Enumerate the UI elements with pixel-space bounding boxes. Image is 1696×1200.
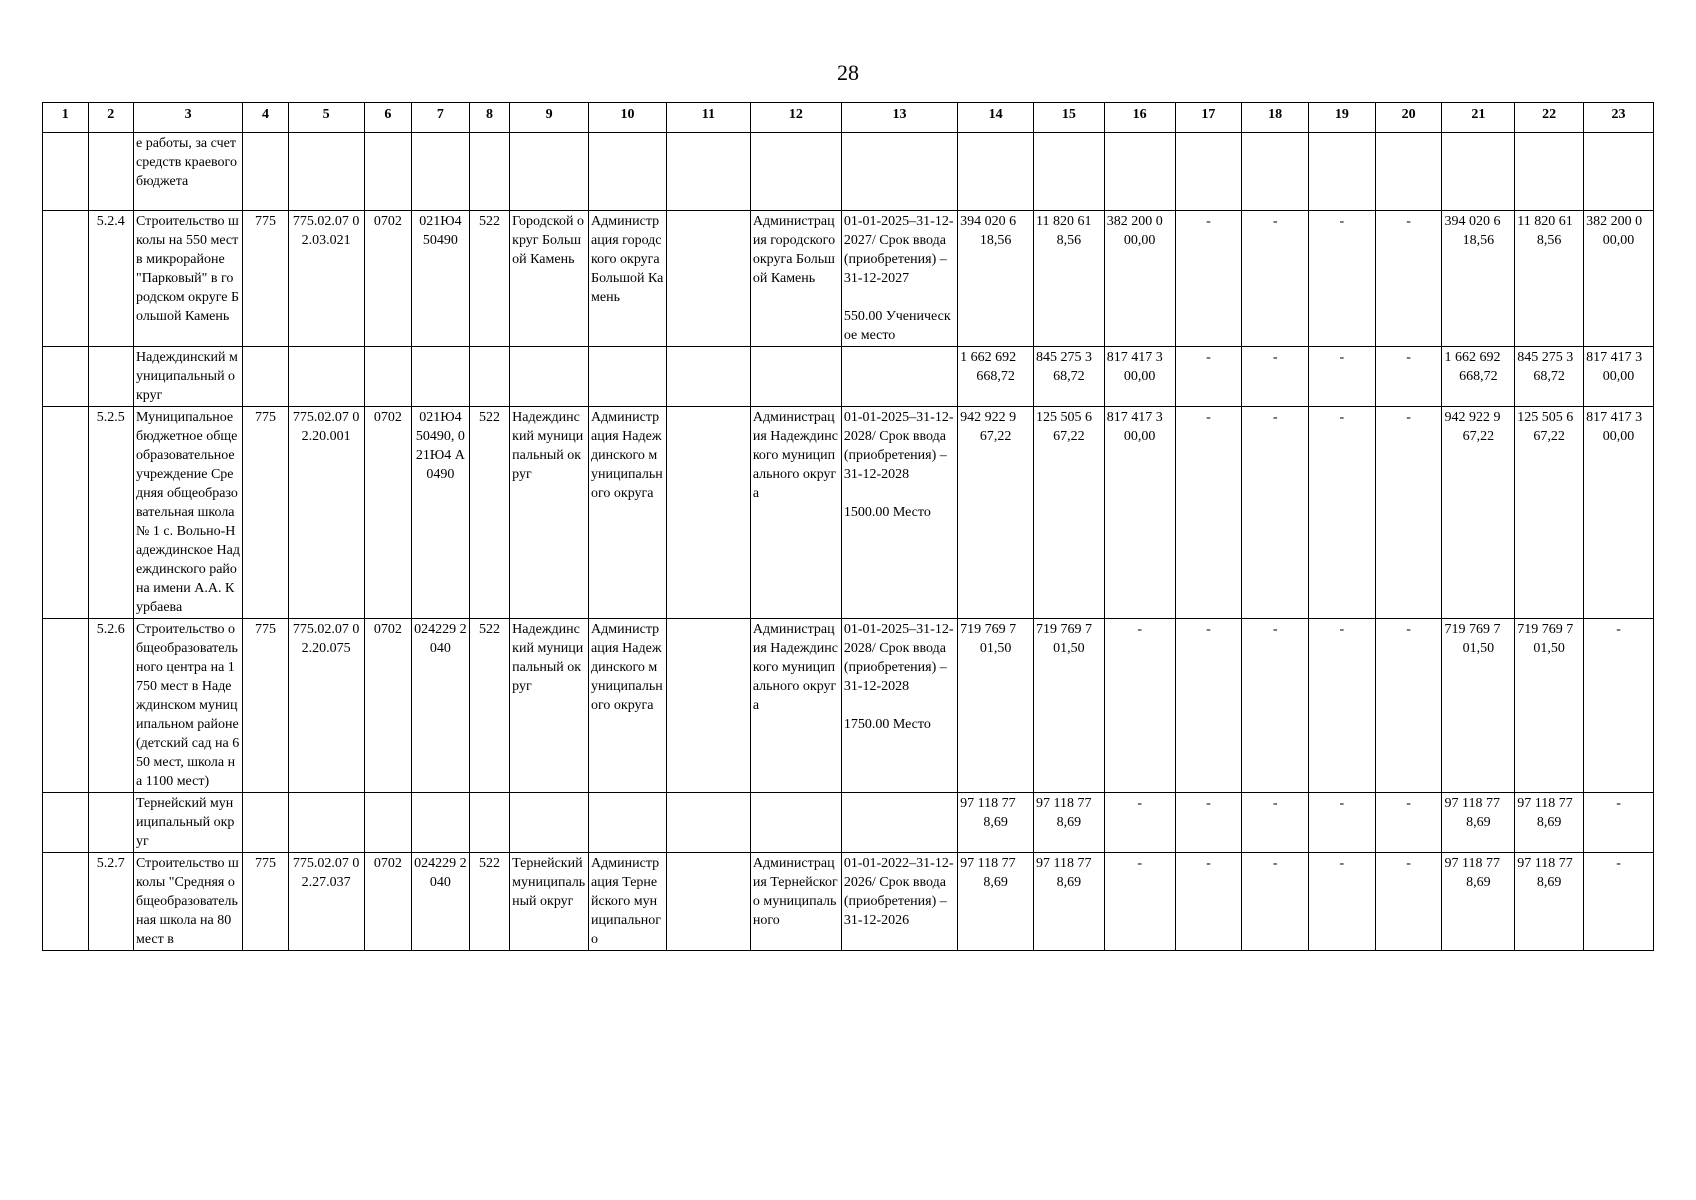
period-text: 01-01-2025–31-12-2027/ Срок ввода (приобретения) – 31-12-2027 [843,214,954,286]
amount-cell [958,133,1034,211]
column-header: 15 [1033,103,1104,133]
table-cell [43,347,89,407]
amount-cell: - [1242,619,1309,793]
amount-part: 11 820 61 [1035,214,1092,229]
item-number [88,793,134,853]
table-cell [412,347,470,407]
amount-part: 719 769 7 [960,622,1017,637]
amount-part: 719 769 7 [1035,622,1092,637]
object-name: Строительство школы на 550 мест в микрорайоне "Парковый" в городском округе Большой Камень [134,211,243,347]
amount-part: 394 020 6 [1444,214,1501,229]
object-name: Муниципальное бюджетное общеобразовательное учреждение Средняя общеобразовательная школа № 1 с. Вольно-Надеждинское Надеждинского района имени А.А. Курбаева [134,407,243,619]
amount-cell [1104,407,1175,619]
column-header: 19 [1309,103,1376,133]
amount-cell: - [1375,407,1442,619]
amount-part: 00,00 [1602,429,1635,444]
amount-part: 67,22 [979,429,1012,444]
amount-cell [1584,407,1654,619]
capacity-text: 1500.00 Место [843,505,931,520]
page-number: 28 [837,60,859,85]
item-number: 5.2.5 [88,407,134,619]
column-header: 11 [666,103,750,133]
item-number: 5.2.4 [88,211,134,347]
table-cell [412,793,470,853]
table-row [43,211,1654,347]
table-cell: 021Ю4 50490, 021Ю4 А0490 [412,407,470,619]
amount-part: 8,56 [1536,233,1562,248]
capacity-text: 550.00 Ученическое место [843,309,951,343]
period-capacity-cell [841,619,957,793]
amount-cell [1033,793,1104,853]
amount-cell: - [1104,793,1175,853]
object-name: Надеждинский муниципальный округ [134,347,243,407]
column-header: 13 [841,103,957,133]
table-row [43,793,1654,853]
table-cell [510,347,589,407]
amount-part: 67,22 [1462,429,1495,444]
object-name: е работы, за счет средств краевого бюджета [134,133,243,211]
period-text: 01-01-2025–31-12-2028/ Срок ввода (приобретения) – 31-12-2028 [843,622,954,694]
amount-cell [958,407,1034,619]
amount-cell [958,619,1034,793]
amount-cell [1104,347,1175,407]
amount-cell [1033,211,1104,347]
amount-cell [1175,133,1242,211]
amount-part: 1 662 692 [1444,350,1501,365]
amount-cell: - [1175,407,1242,619]
amount-part: 817 417 3 [1586,410,1643,425]
amount-part: 00,00 [1123,369,1156,384]
amount-cell: - [1584,619,1654,793]
amount-cell: - [1242,347,1309,407]
amount-part: 18,56 [979,233,1012,248]
amount-part: 817 417 3 [1106,410,1163,425]
table-header-row [43,103,1654,133]
amount-cell: - [1375,853,1442,951]
amount-cell [1442,133,1515,211]
table-cell: 775.02.07 02.27.037 [288,853,364,951]
table-cell: Надеждинский муниципальный округ [510,619,589,793]
amount-part: 97 118 77 [1517,796,1573,811]
amount-part: 01,50 [1462,641,1495,656]
amount-cell [1033,133,1104,211]
column-header: 14 [958,103,1034,133]
table-cell: 522 [469,407,509,619]
amount-part: 97 118 77 [1444,856,1500,871]
amount-part: 1 662 692 [960,350,1017,365]
period-capacity-cell [841,407,957,619]
amount-part: 97 118 77 [1517,856,1573,871]
amount-part: 8,69 [1536,815,1562,830]
column-header: 5 [288,103,364,133]
table-cell [589,133,667,211]
amount-cell [1442,347,1515,407]
amount-part: 00,00 [1123,429,1156,444]
table-cell: Тернейский муниципальный округ [510,853,589,951]
amount-cell [1442,619,1515,793]
table-cell [750,347,841,407]
amount-cell [1515,793,1584,853]
amount-cell: - [1175,347,1242,407]
table-cell: 775 [243,619,289,793]
column-header: 1 [43,103,89,133]
amount-part: 8,56 [1056,233,1082,248]
object-name: Строительство общеобразовательного центра на 1750 мест в Надеждинском муниципальном районе (детский сад на 650 мест, школа на 1100 мест) [134,619,243,793]
column-header: 10 [589,103,667,133]
amount-part: 97 118 77 [960,856,1016,871]
period-capacity-cell [841,793,957,853]
capacity-text: 1750.00 Место [843,717,931,732]
column-header: 17 [1175,103,1242,133]
amount-cell: - [1309,793,1376,853]
amount-cell [958,793,1034,853]
amount-cell [1104,211,1175,347]
amount-part: 394 020 6 [960,214,1017,229]
column-header: 21 [1442,103,1515,133]
table-cell [43,619,89,793]
amount-part: 942 922 9 [1444,410,1501,425]
table-cell: 0702 [364,211,412,347]
amount-cell [1442,407,1515,619]
period-capacity-cell [841,853,957,951]
amount-part: 67,22 [1533,429,1565,444]
amount-cell [1375,133,1442,211]
table-cell: Администрация Надеждинского муниципального округа [589,407,667,619]
amount-cell: - [1309,347,1376,407]
table-cell: Администрация Надеждинского муниципального округа [750,407,841,619]
table-cell [666,619,750,793]
table-cell [510,133,589,211]
amount-part: 719 769 7 [1517,622,1574,637]
column-header: 3 [134,103,243,133]
table-cell: 522 [469,211,509,347]
amount-cell: - [1375,211,1442,347]
amount-part: 8,69 [1536,875,1562,890]
item-number: 5.2.7 [88,853,134,951]
amount-part: 00,00 [1602,369,1635,384]
table-cell [589,793,667,853]
amount-cell [1442,853,1515,951]
amount-cell [1033,853,1104,951]
table-cell [243,133,289,211]
amount-part: 8,69 [1466,815,1491,830]
table-cell [666,133,750,211]
amount-cell [958,211,1034,347]
table-cell [288,347,364,407]
amount-part: 8,69 [1056,875,1082,890]
item-number: 5.2.6 [88,619,134,793]
amount-part: 817 417 3 [1106,350,1163,365]
table-row [43,407,1654,619]
amount-part: 00,00 [1602,233,1635,248]
amount-cell: - [1104,619,1175,793]
table-row [43,619,1654,793]
column-header: 9 [510,103,589,133]
amount-part: 68,72 [1053,369,1085,384]
amount-cell [1584,347,1654,407]
table-cell: 024229 2040 [412,853,470,951]
table-cell [243,793,289,853]
table-cell: 775.02.07 02.20.001 [288,407,364,619]
amount-part: 382 200 0 [1106,214,1163,229]
table-cell [288,133,364,211]
amount-cell: - [1584,853,1654,951]
table-cell [589,347,667,407]
table-cell [469,793,509,853]
amount-cell [1515,211,1584,347]
table-cell [510,793,589,853]
table-body [43,133,1654,951]
table-cell [666,407,750,619]
amount-part: 00,00 [1123,233,1156,248]
object-name: Тернейский муниципальный округ [134,793,243,853]
table-cell [666,211,750,347]
column-header: 7 [412,103,470,133]
amount-part: 8,69 [1466,875,1491,890]
amount-cell [1515,407,1584,619]
item-number [88,347,134,407]
table-row [43,347,1654,407]
amount-cell: - [1242,793,1309,853]
amount-cell [1515,619,1584,793]
amount-cell: - [1175,853,1242,951]
period-capacity-cell [841,133,957,211]
investment-projects-table [42,102,1654,951]
amount-part: 01,50 [1053,641,1085,656]
amount-part: 8,69 [983,875,1008,890]
table-cell: Администрация городского округа Большой Камень [750,211,841,347]
table-cell: Администрация Надеждинского муниципального округа [589,619,667,793]
table-cell [469,133,509,211]
table-cell [666,853,750,951]
table-cell [243,347,289,407]
amount-part: 719 769 7 [1444,622,1501,637]
amount-part: 11 820 61 [1517,214,1573,229]
amount-part: 18,56 [1462,233,1495,248]
table-cell: 775.02.07 02.20.075 [288,619,364,793]
period-text: 01-01-2025–31-12-2028/ Срок ввода (приобретения) – 31-12-2028 [843,410,954,482]
column-header: 2 [88,103,134,133]
table-cell: 775 [243,407,289,619]
column-header: 18 [1242,103,1309,133]
item-number [88,133,134,211]
amount-cell [1033,347,1104,407]
table-cell [412,133,470,211]
amount-cell: - [1175,619,1242,793]
table-cell [43,853,89,951]
amount-cell: - [1175,211,1242,347]
amount-cell: - [1104,853,1175,951]
column-header: 8 [469,103,509,133]
column-header: 4 [243,103,289,133]
amount-cell [1442,211,1515,347]
amount-part: 845 275 3 [1517,350,1574,365]
amount-cell: - [1309,211,1376,347]
table-row [43,853,1654,951]
amount-cell: - [1309,853,1376,951]
amount-cell: - [1242,407,1309,619]
table-cell: Администрация городского округа Большой Камень [589,211,667,347]
amount-cell [1309,133,1376,211]
column-header: 12 [750,103,841,133]
amount-part: 67,22 [1053,429,1085,444]
table-cell: 522 [469,853,509,951]
amount-part: 845 275 3 [1035,350,1092,365]
table-cell [288,793,364,853]
period-capacity-cell [841,347,957,407]
column-header: 23 [1584,103,1654,133]
table-cell: 775 [243,853,289,951]
table-cell: Администрация Надеждинского муниципального округа [750,619,841,793]
amount-cell: - [1242,853,1309,951]
amount-part: 125 505 6 [1517,410,1574,425]
amount-cell [1515,853,1584,951]
table-cell [364,133,412,211]
amount-part: 942 922 9 [960,410,1017,425]
amount-cell: - [1242,211,1309,347]
amount-part: 382 200 0 [1586,214,1643,229]
amount-cell [1584,133,1654,211]
table-cell [666,793,750,853]
amount-cell: - [1375,619,1442,793]
table-cell [43,133,89,211]
table-cell: 024229 2040 [412,619,470,793]
amount-cell [958,853,1034,951]
table-cell: Администрация Тернейского муниципального [589,853,667,951]
amount-part: 01,50 [979,641,1012,656]
table-cell: 021Ю4 50490 [412,211,470,347]
amount-cell [1515,133,1584,211]
column-header: 20 [1375,103,1442,133]
amount-cell: - [1375,793,1442,853]
period-text: 01-01-2022–31-12-2026/ Срок ввода (приобретения) – 31-12-2026 [843,856,954,928]
table-cell [666,347,750,407]
table-cell: 775 [243,211,289,347]
table-cell: 0702 [364,853,412,951]
period-capacity-cell [841,211,957,347]
table-cell: 0702 [364,619,412,793]
object-name: Строительство школы "Средняя общеобразовательная школа на 80 мест в [134,853,243,951]
amount-cell [1033,407,1104,619]
amount-cell [1584,211,1654,347]
table-cell: Городской округ Большой Камень [510,211,589,347]
table-cell [750,133,841,211]
column-header: 16 [1104,103,1175,133]
amount-part: 68,72 [1533,369,1565,384]
amount-part: 97 118 77 [960,796,1016,811]
table-cell [43,211,89,347]
amount-cell: - [1309,619,1376,793]
amount-cell [1515,347,1584,407]
amount-cell: - [1309,407,1376,619]
amount-cell [958,347,1034,407]
amount-part: 668,72 [976,369,1015,384]
amount-part: 01,50 [1533,641,1565,656]
amount-cell: - [1175,793,1242,853]
amount-part: 97 118 77 [1035,796,1092,811]
table-cell [43,793,89,853]
column-header: 22 [1515,103,1584,133]
amount-part: 817 417 3 [1586,350,1643,365]
amount-part: 125 505 6 [1035,410,1092,425]
table-cell: 775.02.07 02.03.021 [288,211,364,347]
table-cell [43,407,89,619]
table-cell: 522 [469,619,509,793]
table-row [43,133,1654,211]
table-cell [469,347,509,407]
amount-cell: - [1375,347,1442,407]
amount-cell [1033,619,1104,793]
amount-part: 97 118 77 [1035,856,1092,871]
table-cell: 0702 [364,407,412,619]
table-cell: Администрация Тернейского муниципального [750,853,841,951]
amount-cell: - [1584,793,1654,853]
table-cell [364,347,412,407]
amount-part: 8,69 [1056,815,1082,830]
amount-cell [1442,793,1515,853]
amount-part: 668,72 [1459,369,1498,384]
column-header: 6 [364,103,412,133]
amount-cell [1242,133,1309,211]
table-cell: Надеждинский муниципальный округ [510,407,589,619]
table-cell [364,793,412,853]
amount-cell [1104,133,1175,211]
amount-part: 97 118 77 [1444,796,1500,811]
amount-part: 8,69 [983,815,1008,830]
table-cell [750,793,841,853]
